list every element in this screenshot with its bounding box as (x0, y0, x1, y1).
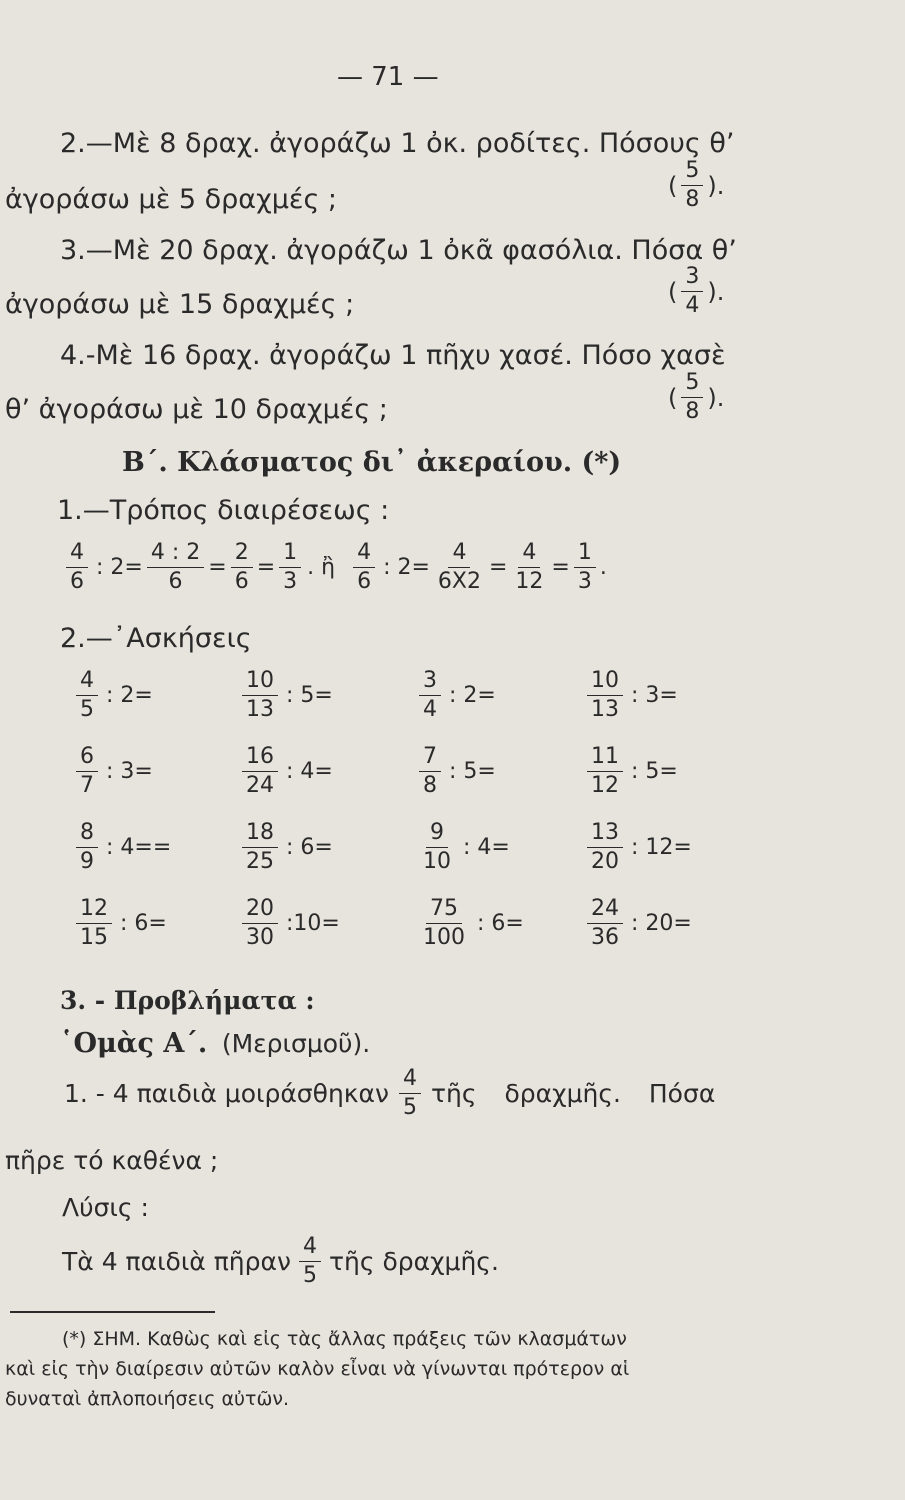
problem-3-line2: ἀγοράσω μὲ 15 δραχμές ; (5, 289, 355, 320)
fraction: $\frac{4}{5}$ (299, 1236, 321, 1287)
fraction: $\frac{3}{4}$ (681, 266, 703, 317)
footnote-divider (10, 1311, 215, 1313)
fraction: $\frac{4}{6X2}$ (437, 540, 481, 594)
fraction: $\frac{5}{8}$ (681, 160, 703, 211)
fraction: $\frac{4}{6}$ (66, 542, 88, 593)
exercise-item: $\frac{16}{24}$ : 4= (238, 746, 333, 797)
exercise-item: $\frac{9}{10}$ : 4= (423, 820, 510, 874)
fraction: $\frac{4 : 2}{6}$ (147, 542, 204, 593)
exercise-item: $\frac{8}{9}$ : 4== (72, 822, 171, 873)
exercise-item: $\frac{10}{13}$ : 5= (238, 670, 333, 721)
exercise-item: $\frac{11}{12}$ : 5= (583, 746, 678, 797)
exercise-item: $\frac{75}{100}$ : 6= (423, 896, 524, 950)
footnote-line-2: καὶ εἰς τὴν διαίρεσιν αὐτῶν καλὸν εἶναι νὰ γίνωνται πρότερον αἱ (5, 1358, 630, 1380)
exercise-item: $\frac{13}{20}$ : 12= (583, 822, 692, 873)
fraction: $\frac{1}{3}$ (279, 542, 301, 593)
exercise-item: $\frac{20}{30}$ :10= (238, 898, 340, 949)
exercise-item: $\frac{6}{7}$ : 3= (72, 746, 153, 797)
problem-2-answer: ( $\frac{5}{8}$ ). (668, 158, 725, 212)
group-title: ῾Ομὰς Α΄. (60, 1028, 208, 1059)
page-number: — 71 — (337, 62, 439, 92)
problem-1-line2: πῆρε τό καθένα ; (5, 1146, 219, 1175)
footnote-line-3: δυναταὶ ἀπλοποιήσεις αὐτῶν. (5, 1388, 290, 1410)
section-b-title: Β΄. Κλάσματος δι᾿ ἀκεραίου. (*) (122, 447, 622, 478)
exercise-item: $\frac{3}{4}$ : 2= (415, 670, 496, 721)
fraction: $\frac{4}{12}$ (515, 540, 544, 594)
problem-4-answer: ( $\frac{5}{8}$ ). (668, 370, 725, 424)
method-title: 1.—Τρόπος διαιρέσεως : (57, 495, 390, 526)
exercise-item: $\frac{12}{15}$ : 6= (72, 898, 167, 949)
exercise-item: $\frac{24}{36}$ : 20= (583, 898, 692, 949)
problem-2-line1: 2.—Μὲ 8 δραχ. ἀγοράζω 1 ὀκ. ροδίτες. Πόσους θ’ (60, 128, 735, 159)
group-heading (60, 1030, 370, 1057)
fraction: $\frac{5}{8}$ (681, 372, 703, 423)
method-equation: $\frac{4}{6}$ : 2= $\frac{4 : 2}{6}$ = $\frac{2}{6}$ = $\frac{1}{3}$ . ἢ $\frac{4}{6}$ : 2= $\frac{4}{6X2}$ = $\frac{4}{12}$ = $\frac{1}{3}$ . (62, 542, 607, 593)
problem-4-line1: 4.-Μὲ 16 δραχ. ἀγοράζω 1 πῆχυ χασέ. Πόσο χασὲ (60, 340, 726, 371)
exercises-title: 2.—᾿Ασκήσεις (60, 623, 252, 654)
fraction: $\frac{4}{6}$ (353, 542, 375, 593)
exercise-item: $\frac{4}{5}$ : 2= (72, 670, 153, 721)
group-subtitle: (Μερισμοῦ). (221, 1029, 371, 1058)
problem-3-answer: ( $\frac{3}{4}$ ). (668, 264, 725, 318)
footnote-line-1: (*) ΣΗΜ. Καθὼς καὶ εἰς τὰς ἄλλας πράξεις τῶν κλασμάτων (62, 1328, 627, 1350)
exercise-item: $\frac{7}{8}$ : 5= (415, 746, 496, 797)
problem-1-line1: 1. - 4 παιδιὰ μοιράσθηκαν $\frac{4}{5}$ τῆς δραχμῆς. Πόσα (64, 1066, 716, 1120)
fraction: $\frac{2}{6}$ (231, 542, 253, 593)
fraction: $\frac{4}{5}$ (399, 1068, 421, 1119)
exercise-item: $\frac{18}{25}$ : 6= (238, 822, 333, 873)
solution-line: Τὰ 4 παιδιὰ πῆραν $\frac{4}{5}$ τῆς δραχμῆς. (62, 1234, 499, 1288)
fraction: $\frac{1}{3}$ (574, 542, 596, 593)
problem-4-line2: θ’ ἀγοράσω μὲ 10 δραχμές ; (5, 394, 388, 425)
exercise-item: $\frac{10}{13}$ : 3= (583, 670, 678, 721)
problem-2-line2: ἀγοράσω μὲ 5 δραχμές ; (5, 184, 338, 215)
problems-title: 3. - Προβλήματα : (60, 986, 315, 1015)
problem-3-line1: 3.—Μὲ 20 δραχ. ἀγοράζω 1 ὀκᾶ φασόλια. Πόσα θ’ (60, 235, 737, 266)
solution-title: Λύσις : (62, 1193, 149, 1222)
